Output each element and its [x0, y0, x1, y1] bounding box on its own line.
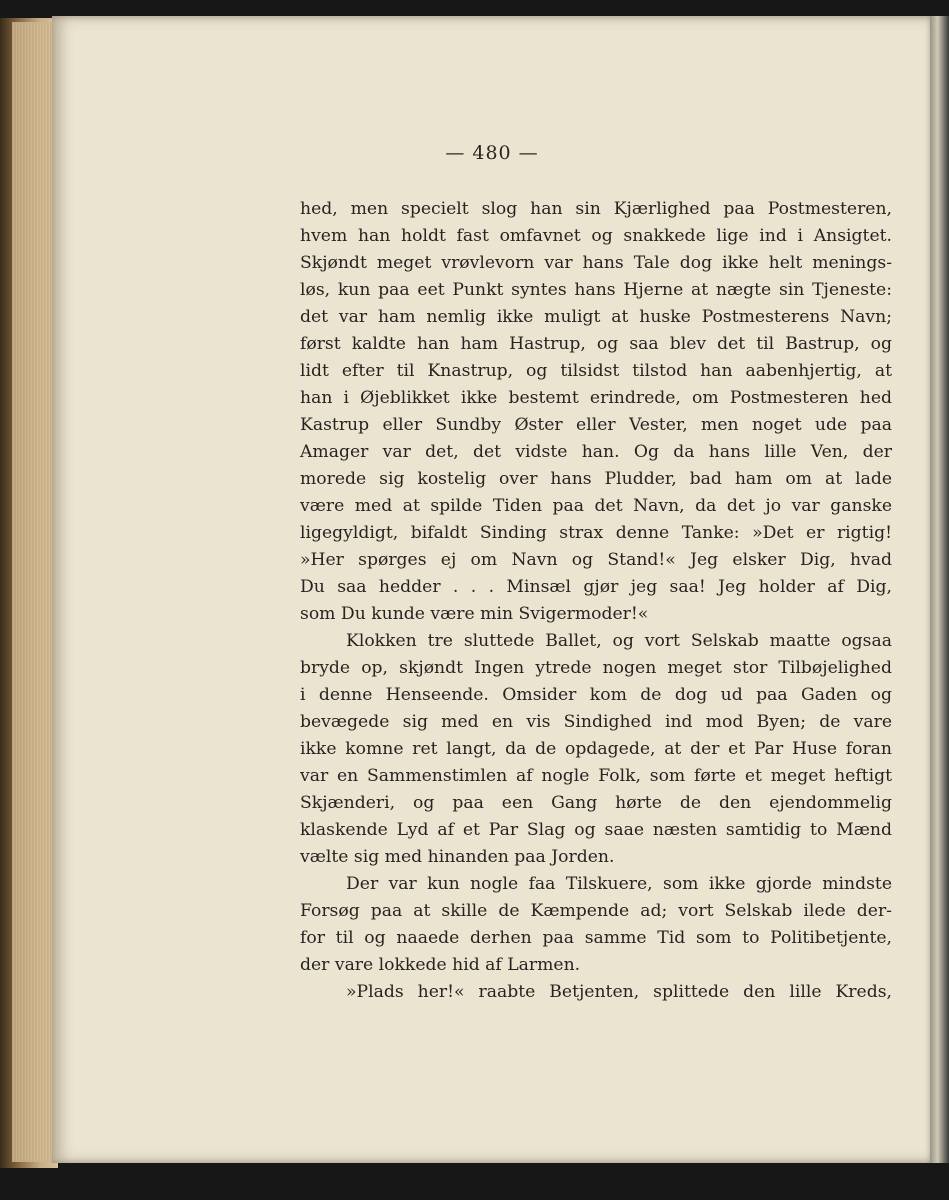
- body-text: [300, 196, 892, 1006]
- text-line: Kastrup eller Sundby Øster eller Vester, men noget ude paa: [300, 415, 892, 435]
- text-line: være med at spilde Tiden paa det Navn, da det jo var ganske: [300, 496, 892, 516]
- text-line: der vare lokkede hid af Larmen.: [300, 955, 581, 975]
- text-line: bevægede sig med en vis Sindighed ind mod Byen; de vare: [300, 712, 892, 732]
- text-line: var en Sammenstimlen af nogle Folk, som førte et meget heftigt: [300, 766, 892, 786]
- text-line: hed, men specielt slog han sin Kjærlighed paa Postmesteren,: [300, 199, 892, 219]
- text-line: Skjøndt meget vrøvlevorn var hans Tale dog ikke helt menings-: [300, 253, 892, 273]
- text-line: det var ham nemlig ikke muligt at huske Postmesterens Navn;: [300, 307, 892, 327]
- text-line: lidt efter til Knastrup, og tilsidst tilstod han aabenhjertig, at: [300, 361, 892, 381]
- text-line: Klokken tre sluttede Ballet, og vort Selskab maatte ogsaa: [346, 631, 892, 651]
- text-line: Der var kun nogle faa Tilskuere, som ikke gjorde mindste: [346, 874, 892, 894]
- text-line: ligegyldigt, bifaldt Sinding strax denne Tanke: »Det er rigtig!: [300, 523, 892, 543]
- text-line: bryde op, skjøndt Ingen ytrede nogen meget stor Tilbøjelighed: [300, 658, 892, 678]
- text-line: »Her spørges ej om Navn og Stand!« Jeg elsker Dig, hvad: [300, 550, 892, 570]
- text-line: løs, kun paa eet Punkt syntes hans Hjerne at nægte sin Tjeneste:: [300, 280, 892, 300]
- text-line: i denne Henseende. Omsider kom de dog ud paa Gaden og: [300, 685, 892, 705]
- text-line: Amager var det, det vidste han. Og da hans lille Ven, der: [300, 442, 892, 462]
- text-line: han i Øjeblikket ikke bestemt erindrede, om Postmesteren hed: [300, 388, 892, 408]
- text-line: for til og naaede derhen paa samme Tid som to Politibetjente,: [300, 928, 892, 948]
- text-line: klaskende Lyd af et Par Slag og saae næsten samtidig to Mænd: [300, 820, 892, 840]
- text-line: Skjænderi, og paa een Gang hørte de den ejendommelig: [300, 793, 892, 813]
- text-line: »Plads her!« raabte Betjenten, splittede den lille Kreds,: [346, 982, 892, 1002]
- text-line: først kaldte han ham Hastrup, og saa blev det til Bastrup, og: [300, 334, 892, 354]
- text-line: hvem han holdt fast omfavnet og snakkede lige ind i Ansigtet.: [300, 226, 892, 246]
- page-right-edge: [930, 16, 949, 1163]
- text-line: som Du kunde være min Svigermoder!«: [300, 604, 649, 624]
- page-number: — 480 —: [445, 142, 539, 164]
- page: [52, 16, 932, 1163]
- text-line: Du saa hedder . . . Minsæl gjør jeg saa! Jeg holder af Dig,: [300, 577, 892, 597]
- text-line: morede sig kostelig over hans Pludder, bad ham om at lade: [300, 469, 892, 489]
- text-line: Forsøg paa at skille de Kæmpende ad; vort Selskab ilede der-: [300, 901, 892, 921]
- text-line: ikke komne ret langt, da de opdagede, at der et Par Huse foran: [300, 739, 892, 759]
- text-line: vælte sig med hinanden paa Jorden.: [300, 847, 615, 867]
